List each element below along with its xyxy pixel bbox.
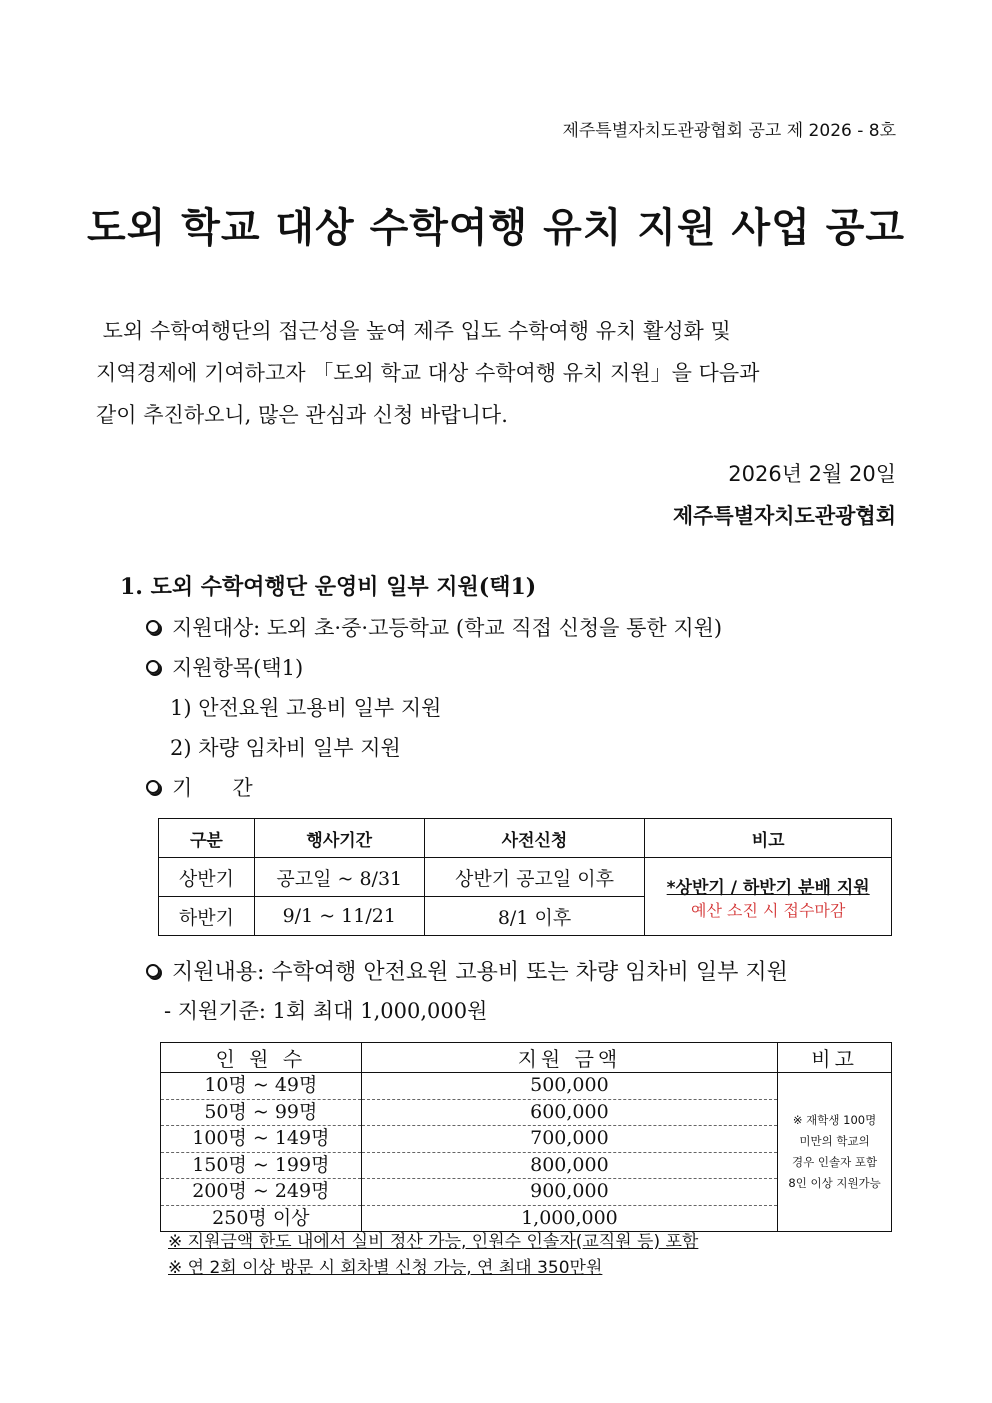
table-header: 사전신청 bbox=[424, 819, 645, 858]
table-row bbox=[161, 1073, 892, 1100]
headcount-cell: 10명 ~ 49명 bbox=[161, 1073, 362, 1100]
table-header: 지원 금액 bbox=[361, 1043, 777, 1073]
intro-line: 도외 수학여행단의 접근성을 높여 제주 입도 수학여행 유치 활성화 및 bbox=[96, 319, 731, 343]
period-label: 기 간 bbox=[172, 776, 253, 800]
table-header: 비고 bbox=[645, 819, 892, 858]
amount-cell: 600,000 bbox=[361, 1099, 777, 1126]
table-header: 인 원 수 bbox=[161, 1043, 362, 1073]
amount-table bbox=[160, 1042, 892, 1232]
period-note-bold: *상반기 / 하반기 분배 지원 bbox=[666, 877, 870, 898]
amount-note-line: 8인 이상 지원가능 bbox=[788, 1176, 881, 1190]
headcount-cell: 200명 ~ 249명 bbox=[161, 1179, 362, 1206]
period-table bbox=[158, 818, 892, 936]
period-note-red: 예산 소진 시 접수마감 bbox=[690, 900, 846, 920]
table-cell: 상반기 공고일 이후 bbox=[424, 858, 645, 897]
support-item: 1) 안전요원 고용비 일부 지원 bbox=[170, 696, 442, 720]
table-cell: 8/1 이후 bbox=[424, 897, 645, 936]
table-row bbox=[159, 858, 892, 897]
amount-cell: 900,000 bbox=[361, 1179, 777, 1206]
amount-cell: 800,000 bbox=[361, 1152, 777, 1179]
table-header: 행사기간 bbox=[254, 819, 424, 858]
notice-date: 2026년 2월 20일 bbox=[728, 462, 896, 486]
organization-name: 제주특별자치도관광협회 bbox=[672, 504, 896, 528]
headcount-cell: 100명 ~ 149명 bbox=[161, 1126, 362, 1153]
amount-note-line: 미만의 학교의 bbox=[799, 1134, 870, 1148]
period-line bbox=[146, 772, 253, 802]
content-line bbox=[146, 955, 788, 986]
target-line bbox=[146, 612, 722, 642]
amount-note-line: ※ 재학생 100명 bbox=[792, 1113, 877, 1127]
table-cell: 공고일 ~ 8/31 bbox=[254, 858, 424, 897]
footnote: ※ 지원금액 한도 내에서 실비 정산 가능, 인원수 인솔자(교직원 등) 포함 bbox=[168, 1232, 699, 1252]
amount-cell: 1,000,000 bbox=[361, 1205, 777, 1232]
headcount-cell: 50명 ~ 99명 bbox=[161, 1099, 362, 1126]
table-cell: 9/1 ~ 11/21 bbox=[254, 897, 424, 936]
headcount-cell: 150명 ~ 199명 bbox=[161, 1152, 362, 1179]
period-note bbox=[645, 858, 892, 936]
criteria-line: - 지원기준: 1회 최대 1,000,000원 bbox=[164, 999, 488, 1023]
table-header: 구분 bbox=[159, 819, 255, 858]
support-item: 2) 차량 임차비 일부 지원 bbox=[170, 736, 401, 760]
content-text: 지원내용: 수학여행 안전요원 고용비 또는 차량 임차비 일부 지원 bbox=[172, 960, 788, 985]
footnote: ※ 연 2회 이상 방문 시 회차별 신청 가능, 연 최대 350만원 bbox=[168, 1258, 603, 1278]
section-heading: 1. 도외 수학여행단 운영비 일부 지원(택1) bbox=[120, 574, 537, 600]
notice-number: 제주특별자치도관광협회 공고 제 2026 - 8호 bbox=[562, 121, 896, 141]
intro-line: 같이 추진하오니, 많은 관심과 신청 바랍니다. bbox=[96, 403, 508, 427]
headcount-cell: 250명 이상 bbox=[161, 1205, 362, 1232]
table-cell: 하반기 bbox=[159, 897, 255, 936]
items-heading: 지원항목(택1) bbox=[172, 656, 304, 680]
items-line bbox=[146, 652, 303, 682]
amount-cell: 700,000 bbox=[361, 1126, 777, 1153]
circle-bullet-icon bbox=[146, 964, 160, 978]
amount-note-line: 경우 인솔자 포함 bbox=[792, 1155, 878, 1169]
circle-bullet-icon bbox=[146, 620, 160, 634]
circle-bullet-icon bbox=[146, 660, 160, 674]
intro-line: 지역경제에 기여하고자 「도외 학교 대상 수학여행 유치 지원」을 다음과 bbox=[96, 361, 760, 385]
amount-cell: 500,000 bbox=[361, 1073, 777, 1100]
table-cell: 상반기 bbox=[159, 858, 255, 897]
intro-paragraph bbox=[96, 310, 898, 436]
circle-bullet-icon bbox=[146, 780, 160, 794]
table-header: 비고 bbox=[778, 1043, 892, 1073]
amount-note bbox=[778, 1073, 892, 1232]
page-title: 도외 학교 대상 수학여행 유치 지원 사업 공고 bbox=[87, 205, 905, 251]
target-text: 지원대상: 도외 초·중·고등학교 (학교 직접 신청을 통한 지원) bbox=[172, 616, 723, 640]
